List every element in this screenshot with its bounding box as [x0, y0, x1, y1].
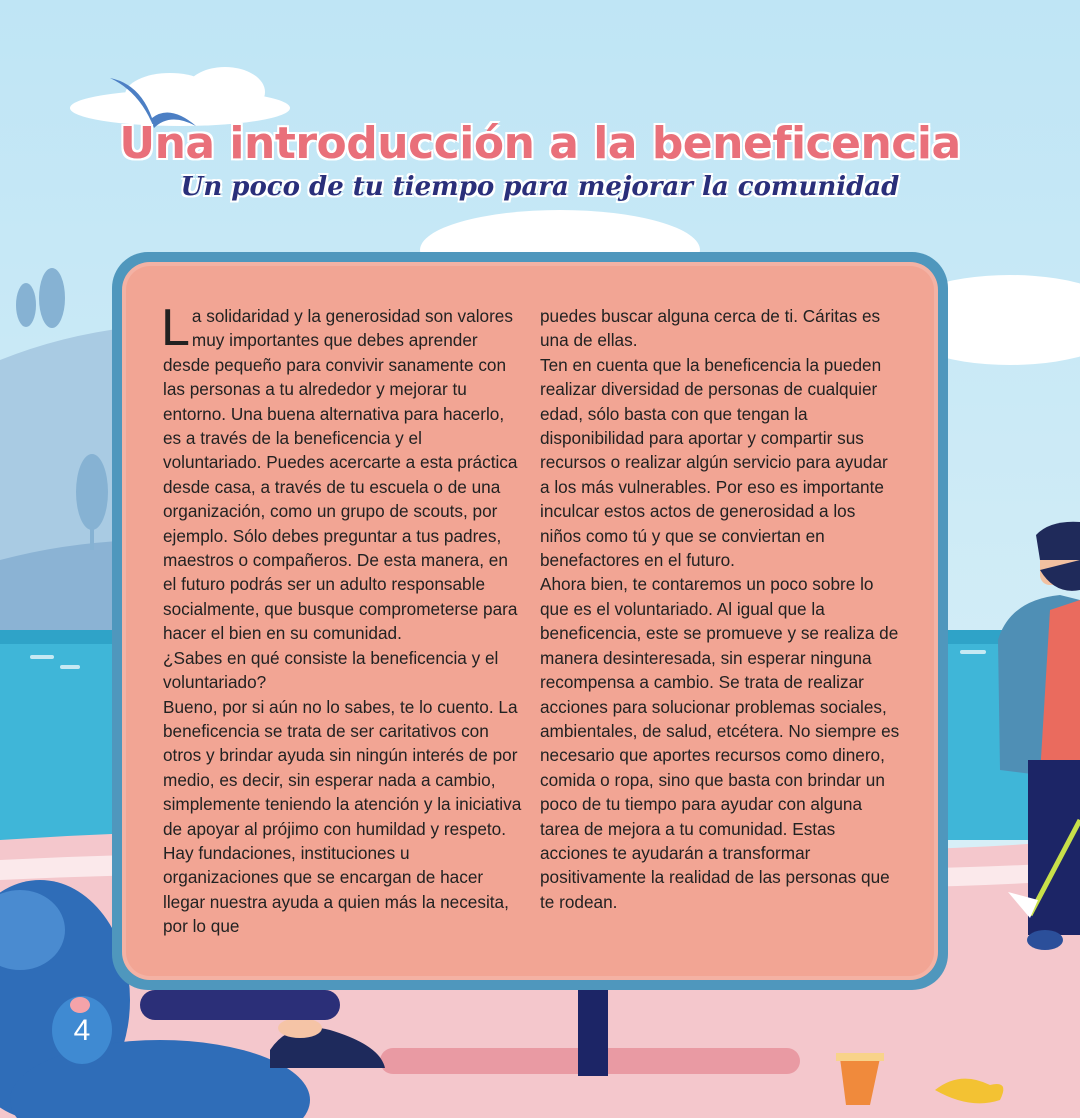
page-title: Una introducción a la beneficencia [119, 118, 961, 169]
paragraph: ¿Sabes en qué consiste la beneficencia y el voluntariado? [163, 647, 499, 693]
paragraph: Hay fundaciones, instituciones u organizaciones que se encargan de hacer llegar nuestra ayuda a quien más la necesita, por lo que [163, 842, 509, 937]
paragraph: puedes buscar alguna cerca de ti. Cáritas es una de ellas. [540, 306, 881, 351]
paragraph: Ahora bien, te contaremos un poco sobre lo que es el voluntariado. Al igual que la beneficencia, este se promueve y se realiza de manera desinteresada, sin esperar ninguna recompensa a cambio. Se trata de realizar acciones para solucionar problemas sociales, ambientales, de salud, etcétera. No siempre es necesario que aportes recursos como dinero, comida o ropa, sino que basta con brindar un poco de tu tiempo para ayudar con alguna tarea de mejora a tu comunidad. Estas acciones te ayudarán a transformar positivamente la realidad de las personas que te rodean. [540, 574, 900, 912]
paragraph: La solidaridad y la generosidad son valores muy importantes que debes aprender desde pequeño para convivir sanamente con las personas a tu alrededor y mejorar tu entorno. Una buena alternativa para hacerlo, es a través de la beneficencia y el voluntariado. Puedes acercarte a esta práctica desde casa, a través de tu escuela o de una organización, como un grupo de scouts, por ejemplo. Sólo debes preguntar a tus padres, maestros o compañeros. De esta manera, en el futuro podrás ser un adulto responsable socialmente, que busque comprometerse para hacer el bien en su comunidad. [161, 299, 518, 644]
drop-cap: L [161, 299, 190, 357]
paragraph: Ten en cuenta que la beneficencia la pueden realizar diversidad de personas de cualquier edad, sólo basta con que tengan la disponibilidad para aportar y compartir sus recursos o realizar algún servicio para ayudar a los más vulnerables. Por eso es importante inculcar estos actos de generosidad a los niños como tú y que se conviertan en benefactores en el futuro. [540, 354, 888, 571]
left-text-column [161, 299, 523, 939]
paragraph: Bueno, por si aún no lo sabes, te lo cuento. La beneficencia se trata de ser caritativos con otros y brindar ayuda sin ningún interés de por medio, es decir, sin esperar nada a cambio, simplemente teniendo la atención y la iniciativa de apoyar al prójimo con humildad y respeto. [163, 696, 522, 839]
page-subtitle: Un poco de tu tiempo para mejorar la comunidad [180, 172, 900, 202]
page-number: 4 [73, 1014, 91, 1047]
right-text-column [540, 304, 900, 914]
